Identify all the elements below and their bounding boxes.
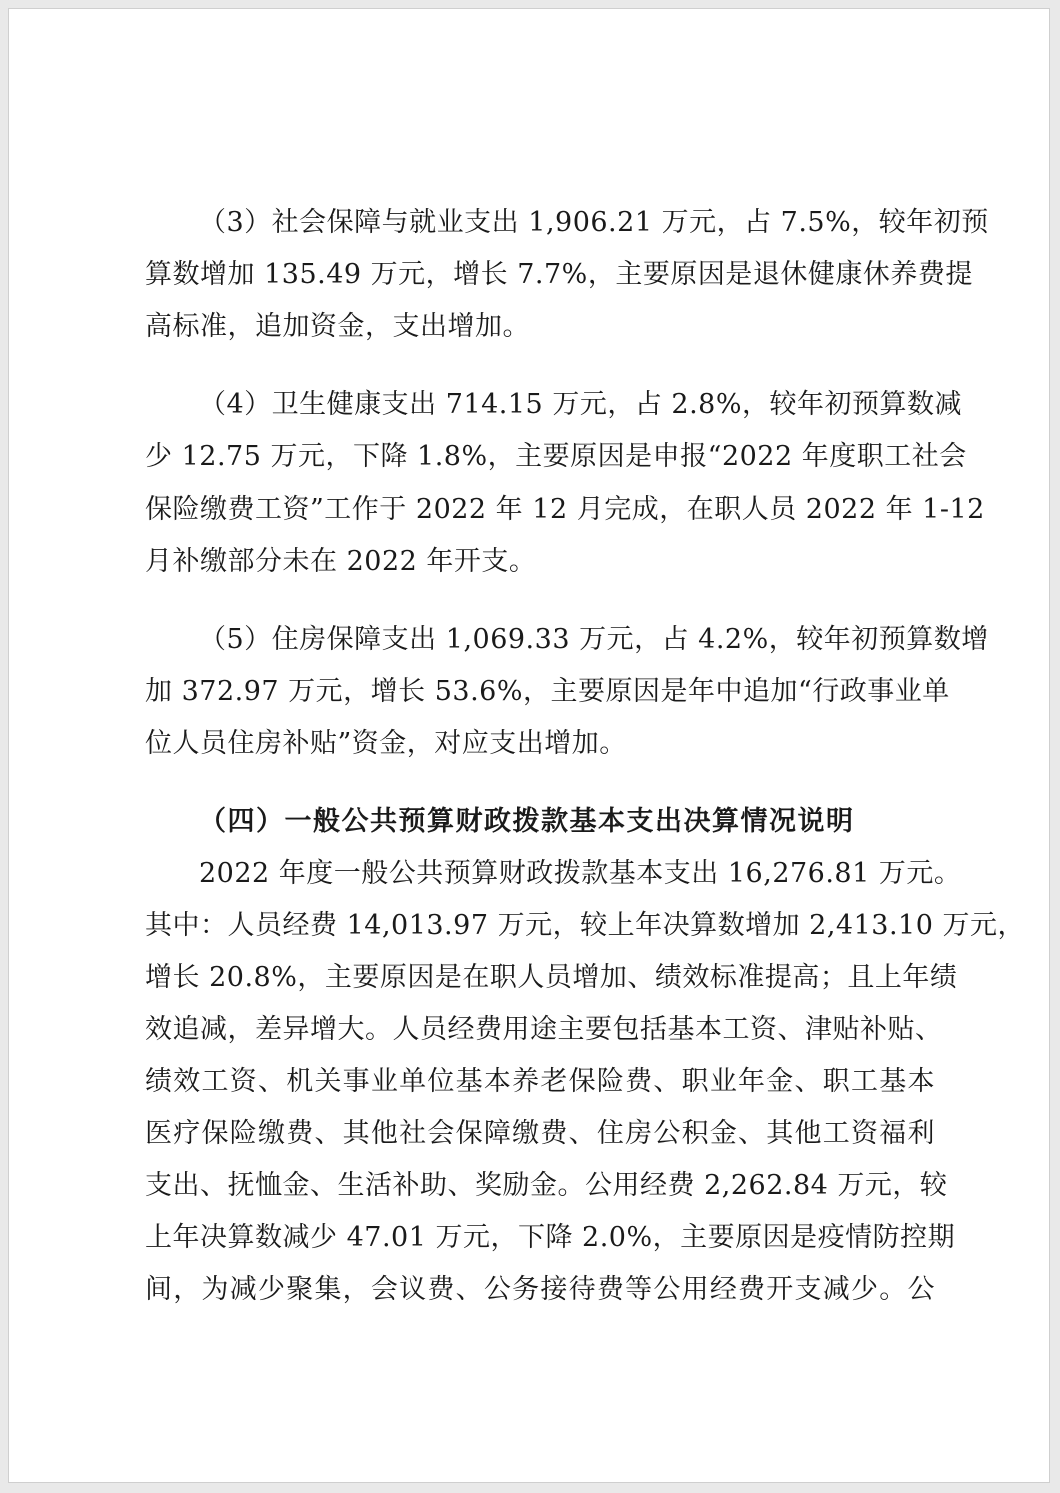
section-body-line-8: 上年决算数减少 47.01 万元，下降 2.0%，主要原因是疫情防控期 [145,1222,956,1253]
paragraph-social-security-line-2: 算数增加 135.49 万元，增长 7.7%，主要原因是退休健康休养费提 [145,259,973,290]
section-heading: （四）一般公共预算财政拨款基本支出决算情况说明 [199,806,855,837]
document-page [8,8,1050,1483]
paragraph-social-security-line-3: 高标准，追加资金，支出增加。 [145,311,530,342]
paragraph-housing-line-2: 加 372.97 万元，增长 53.6%，主要原因是年中追加“行政事业单 [145,676,950,707]
section-body-line-1: 2022 年度一般公共预算财政拨款基本支出 16,276.81 万元。 [199,858,962,889]
section-body-line-9: 间，为减少聚集，会议费、公务接待费等公用经费开支减少。公 [145,1274,935,1305]
section-body-line-3: 增长 20.8%，主要原因是在职人员增加、绩效标准提高；且上年绩 [145,962,958,993]
section-body-line-2: 其中：人员经费 14,013.97 万元，较上年决算数增加 2,413.10 万元， [145,910,1025,941]
paragraph-health-line-1: （4）卫生健康支出 714.15 万元，占 2.8%，较年初预算数减 [199,389,962,420]
paragraph-housing-line-3: 位人员住房补贴”资金，对应支出增加。 [145,728,627,759]
paragraph-housing-line-1: （5）住房保障支出 1,069.33 万元，占 4.2%，较年初预算数增 [199,624,989,655]
paragraph-health-line-2: 少 12.75 万元，下降 1.8%，主要原因是申报“2022 年度职工社会 [145,441,967,472]
paragraph-health-line-3: 保险缴费工资”工作于 2022 年 12 月完成，在职人员 2022 年 1-12 [145,494,985,525]
section-body-line-6: 医疗保险缴费、其他社会保障缴费、住房公积金、其他工资福利 [145,1118,935,1149]
paragraph-health-line-4: 月补缴部分未在 2022 年开支。 [145,546,537,577]
paragraph-social-security-line-1: （3）社会保障与就业支出 1,906.21 万元，占 7.5%，较年初预 [199,207,989,238]
section-body-line-5: 绩效工资、机关事业单位基本养老保险费、职业年金、职工基本 [145,1066,935,1097]
section-body-line-4: 效追减，差异增大。人员经费用途主要包括基本工资、津贴补贴、 [145,1014,943,1045]
section-body-line-7: 支出、抚恤金、生活补助、奖励金。公用经费 2,262.84 万元，较 [145,1170,948,1201]
